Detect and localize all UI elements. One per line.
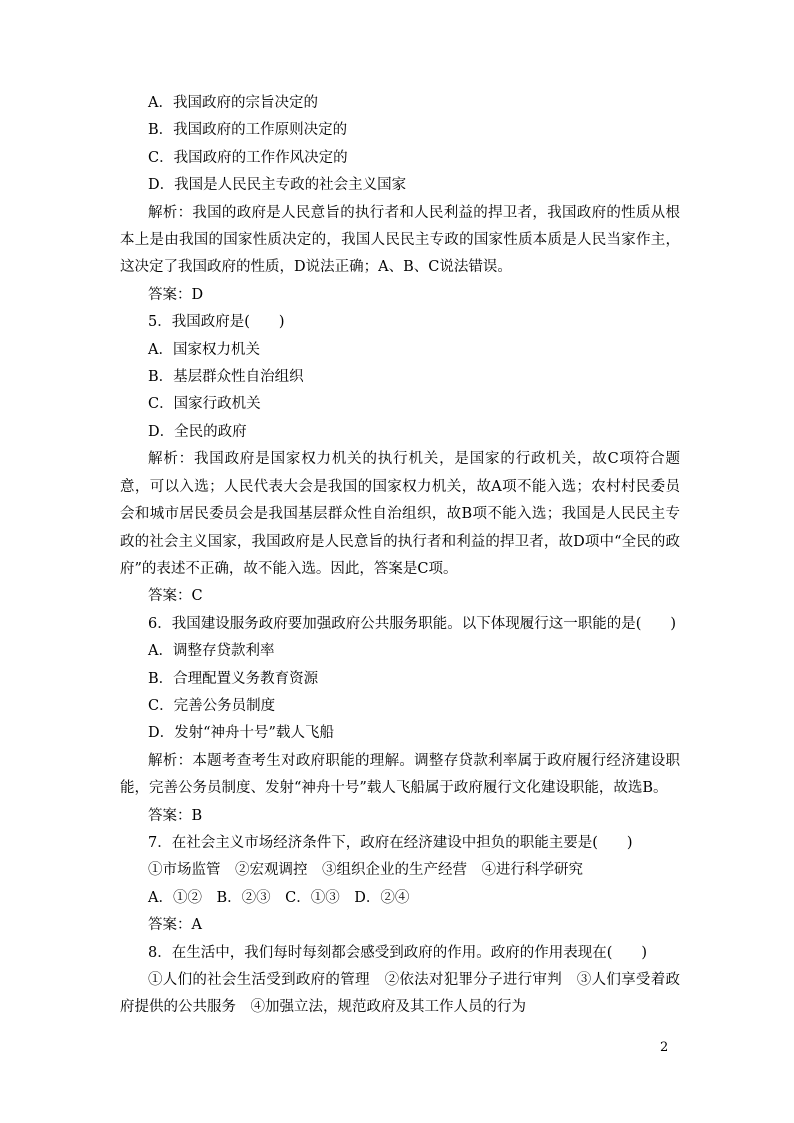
option-line: C．完善公务员制度 — [148, 697, 276, 714]
option-line: A．国家权力机关 — [148, 341, 260, 358]
question-line: 7．在社会主义市场经济条件下，政府在经济建设中担负的职能主要是( ) — [148, 834, 633, 851]
option-line: C．我国政府的工作作风决定的 — [148, 149, 348, 166]
question-line: 8．在生活中，我们每时每刻都会感受到政府的作用。政府的作用表现在( ) — [148, 944, 648, 961]
option-line: D．全民的政府 — [148, 423, 247, 440]
analysis-paragraph: 解析：我国的政府是人民意旨的执行者和人民利益的捍卫者，我国政府的性质从根本上是由我国的国家性质决定的，我国人民民主专政的国家性质本质是人民当家作主，这决定了我国政府的性质，D说法正确；A、B、C说法错误。 — [120, 204, 680, 276]
option-line: A．调整存贷款利率 — [148, 643, 275, 660]
option-line: B．基层群众性自治组织 — [148, 369, 304, 386]
answer-line: 答案：B — [148, 807, 203, 824]
option-line: B．合理配置义务教育资源 — [148, 670, 319, 687]
option-line: B．我国政府的工作原则决定的 — [148, 122, 348, 139]
option-line: D．发射“神舟十号”载人飞船 — [148, 725, 334, 742]
document-body — [120, 90, 680, 1022]
analysis-paragraph: 解析：本题考查考生对政府职能的理解。调整存贷款利率属于政府履行经济建设职能，完善公务员制度、发射“神舟十号”载人飞船属于政府履行文化建设职能，故选B。 — [120, 752, 680, 797]
analysis-paragraph: 解析：我国政府是国家权力机关的执行机关，是国家的行政机关，故C项符合题意，可以入选；人民代表大会是我国的国家权力机关，故A项不能入选；农村村民委员会和城市居民委员会是我国基层群众性自治组织，故B项不能入选；我国是人民民主专政的社会主义国家，我国政府是人民意旨的执行者和利益的捍卫者，故D项中“全民的政府”的表述不正确，故不能入选。因此，答案是C项。 — [120, 451, 680, 577]
option-line: C．国家行政机关 — [148, 396, 261, 413]
answer-line: 答案：A — [148, 917, 202, 934]
option-line: A．①② B．②③ C．①③ D．②④ — [148, 889, 410, 906]
option-line: D．我国是人民民主专政的社会主义国家 — [148, 177, 407, 194]
question-line: 6．我国建设服务政府要加强政府公共服务职能。以下体现履行这一职能的是( ) — [148, 615, 677, 632]
statement-paragraph: ①人们的社会生活受到政府的管理 ②依法对犯罪分子进行审判 ③人们享受着政府提供的公共服务 ④加强立法，规范政府及其工作人员的行为 — [120, 972, 680, 1016]
option-line: A．我国政府的宗旨决定的 — [148, 95, 318, 111]
answer-line: 答案：D — [148, 286, 204, 303]
answer-line: 答案：C — [148, 588, 203, 605]
option-line: ①市场监管 ②宏观调控 ③组织企业的生产经营 ④进行科学研究 — [148, 862, 583, 879]
page-number: 2 — [660, 1040, 669, 1055]
question-line: 5．我国政府是( ) — [148, 314, 285, 331]
